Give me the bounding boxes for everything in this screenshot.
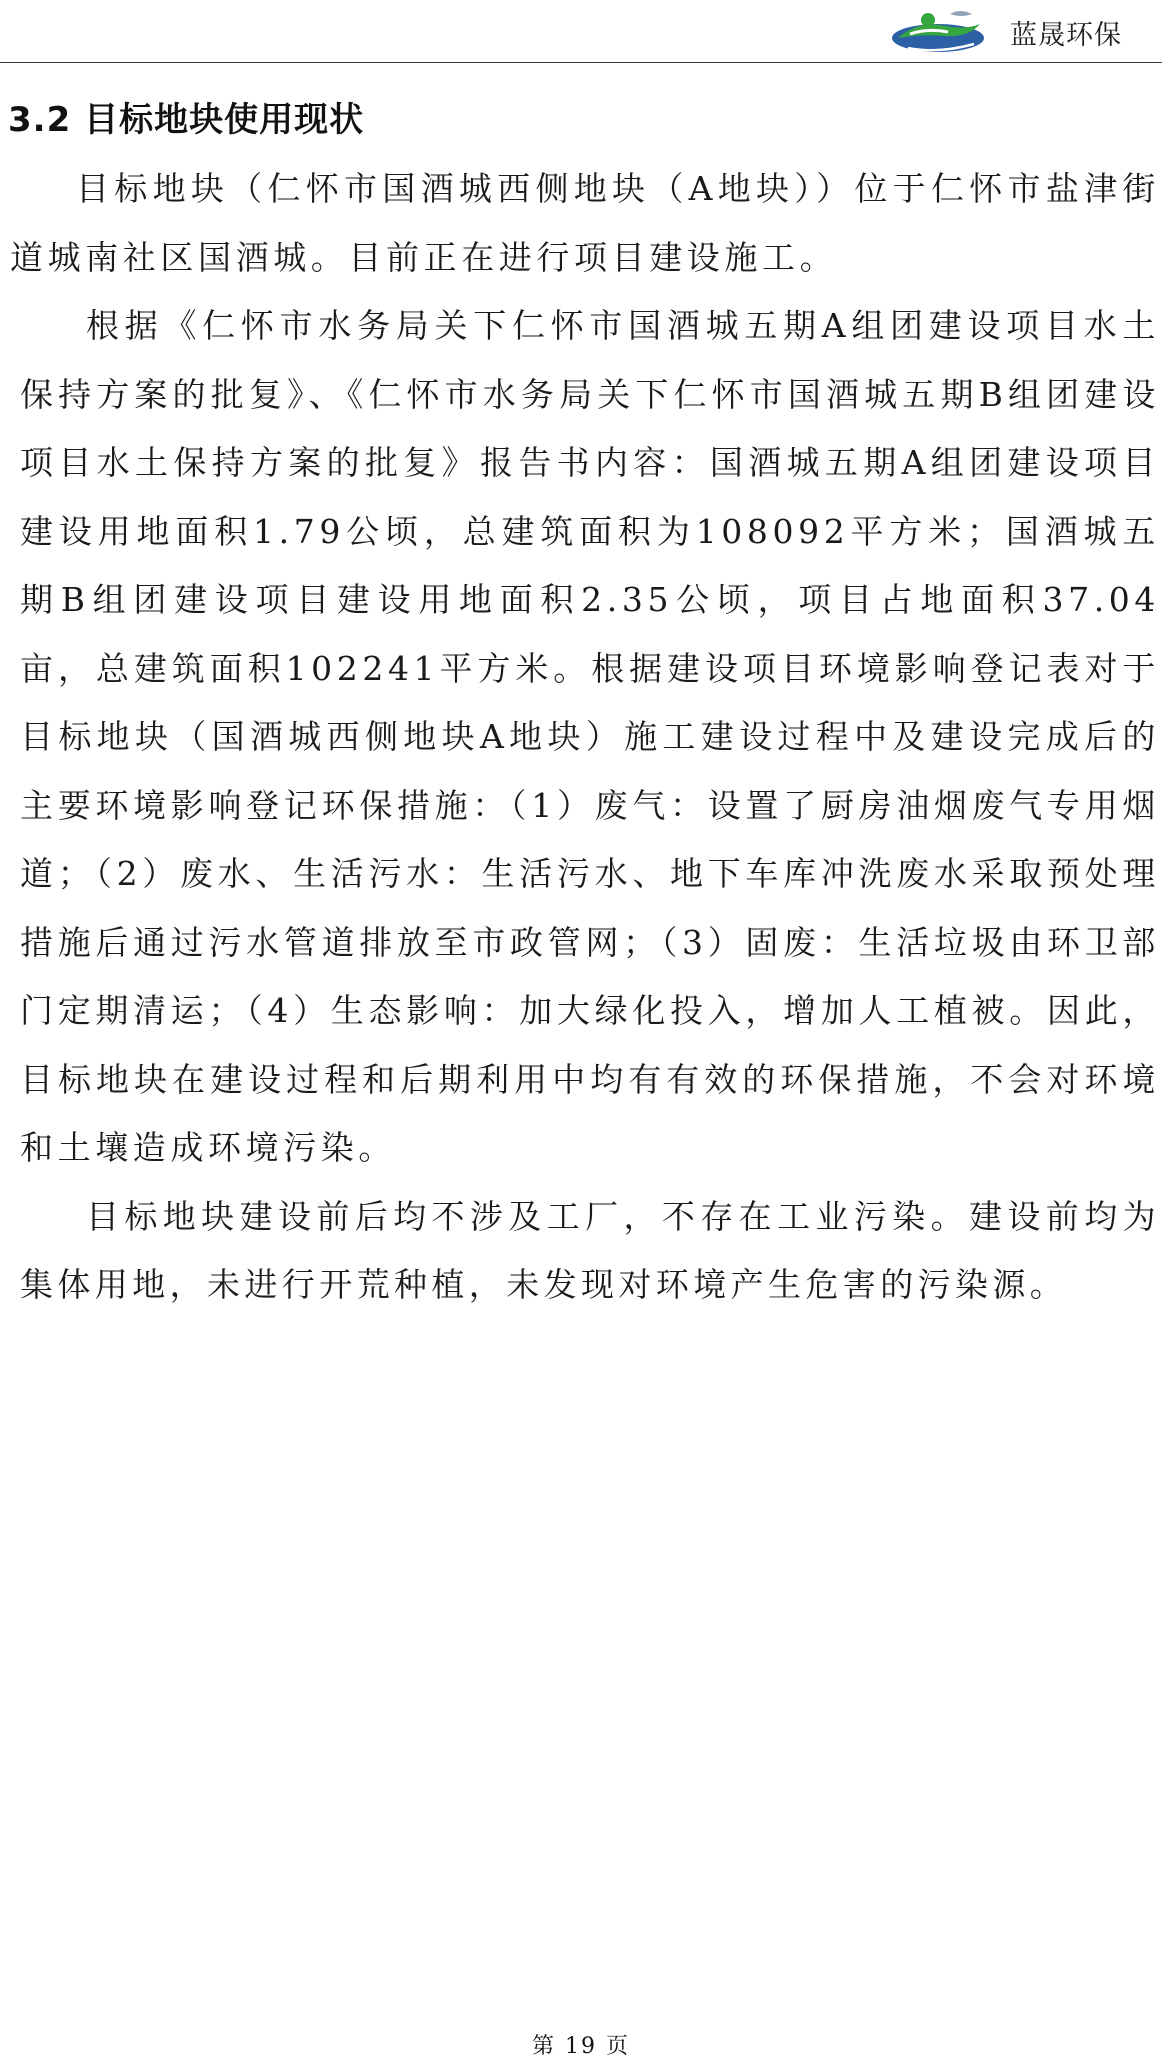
body-text	[10, 155, 1160, 1320]
paragraph-site-location: 目标地块（仁怀市国酒城西侧地块（A地块））位于仁怀市盐津街道城南社区国酒城。目前正在进行项目建设施工。	[10, 169, 1160, 277]
page-number: 第 19 页	[532, 2034, 630, 2059]
page-header	[0, 0, 1162, 63]
paragraph-pollution-status: 目标地块建设前后均不涉及工厂，不存在工业污染。建设前均为集体用地，未进行开荒种植，未发现对环境产生危害的污染源。	[20, 1196, 1160, 1304]
paragraph-approval-details: 根据《仁怀市水务局关下仁怀市国酒城五期A组团建设项目水土保持方案的批复》、《仁怀市水务局关下仁怀市国酒城五期B组团建设项目水土保持方案的批复》报告书内容：国酒城五期A组团建设项目建设用地面积1.79公顷，总建筑面积为108092平方米；国酒城五期B组团建设项目建设用地面积2.35公顷，项目占地面积37.04亩，总建筑面积102241平方米。根据建设项目环境影响登记表对于目标地块（国酒城西侧地块A地块）施工建设过程中及建设完成后的主要环境影响登记环保措施：（1）废气：设置了厨房油烟废气专用烟道；（2）废水、生活污水：生活污水、地下车库冲洗废水采取预处理措施后通过污水管道排放至市政管网；（3）固废：生活垃圾由环卫部门定期清运；（4）生态影响：加大绿化投入，增加人工植被。因此，目标地块在建设过程和后期利用中均有有效的环保措施，不会对环境和土壤造成环境污染。	[20, 306, 1160, 1167]
section-heading: 3.2 目标地块使用现状	[8, 100, 365, 140]
brand-name: 蓝晟环保	[1010, 20, 1122, 51]
company-logo-icon	[888, 8, 988, 58]
